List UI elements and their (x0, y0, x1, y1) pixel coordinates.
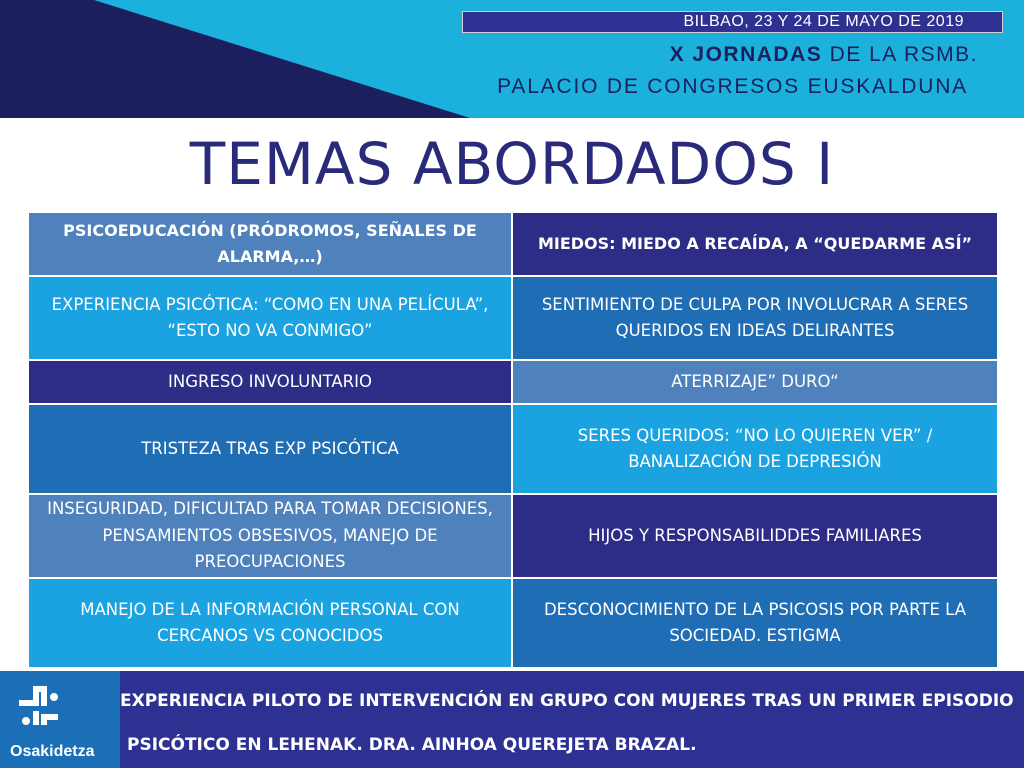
table-cell-r2-c1: EXPERIENCIA PSICÓTICA: “COMO EN UNA PELÍCULA”, “ESTO NO VA CONMIGO” (29, 277, 511, 359)
conference-name-rest: DE LA RSMB. (822, 43, 978, 66)
table-cell-r4-c1: TRISTEZA TRAS EXP PSICÓTICA (29, 405, 511, 493)
table-cell-r5-c2: HIJOS Y RESPONSABILIDDES FAMILIARES (513, 495, 997, 577)
conference-venue: PALACIO DE CONGRESOS EUSKALDUNA (497, 75, 968, 98)
table-cell-r3-c2: ATERRIZAJE” DURO“ (513, 361, 997, 403)
slide-title: TEMAS ABORDADOS I (189, 130, 835, 198)
header-dark-wedge (0, 0, 470, 118)
footer-line-2: PSICÓTICO EN LEHENAK. DRA. AINHOA QUEREJETA BRAZAL. (127, 735, 697, 755)
osakidetza-logo (0, 671, 120, 768)
table-cell-r3-c1: INGRESO INVOLUNTARIO (29, 361, 511, 403)
event-date: BILBAO, 23 Y 24 DE MAYO DE 2019 (683, 13, 964, 30)
osakidetza-logo-icon (14, 681, 66, 733)
table-cell-r5-c1: INSEGURIDAD, DIFICULTAD PARA TOMAR DECISIONES, PENSAMIENTOS OBSESIVOS, MANEJO DE PREOCUPACIONES (29, 495, 511, 577)
table-cell-r6-c1: MANEJO DE LA INFORMACIÓN PERSONAL CON CERCANOS VS CONOCIDOS (29, 579, 511, 667)
date-bar (462, 11, 1003, 33)
topics-table (29, 213, 997, 667)
table-cell-r1-c2: MIEDOS: MIEDO A RECAÍDA, A “QUEDARME ASÍ” (513, 213, 997, 275)
logo-text: Osakidetza (10, 743, 95, 760)
table-cell-r2-c2: SENTIMIENTO DE CULPA POR INVOLUCRAR A SERES QUERIDOS EN IDEAS DELIRANTES (513, 277, 997, 359)
footer-bar (0, 671, 1024, 768)
conference-name-bold: X JORNADAS (669, 43, 823, 66)
table-cell-r6-c2: DESCONOCIMIENTO DE LA PSICOSIS POR PARTE LA SOCIEDAD. ESTIGMA (513, 579, 997, 667)
table-cell-r1-c1: PSICOEDUCACIÓN (PRÓDROMOS, SEÑALES DE ALARMA,…) (29, 213, 511, 275)
table-cell-r4-c2: SERES QUERIDOS: “NO LO QUIEREN VER” / BANALIZACIÓN DE DEPRESIÓN (513, 405, 997, 493)
conference-name (670, 43, 978, 67)
footer-line-1: EXPERIENCIA PILOTO DE INTERVENCIÓN EN GRUPO CON MUJERES TRAS UN PRIMER EPISODIO (120, 691, 1014, 711)
header-banner (0, 0, 1024, 118)
